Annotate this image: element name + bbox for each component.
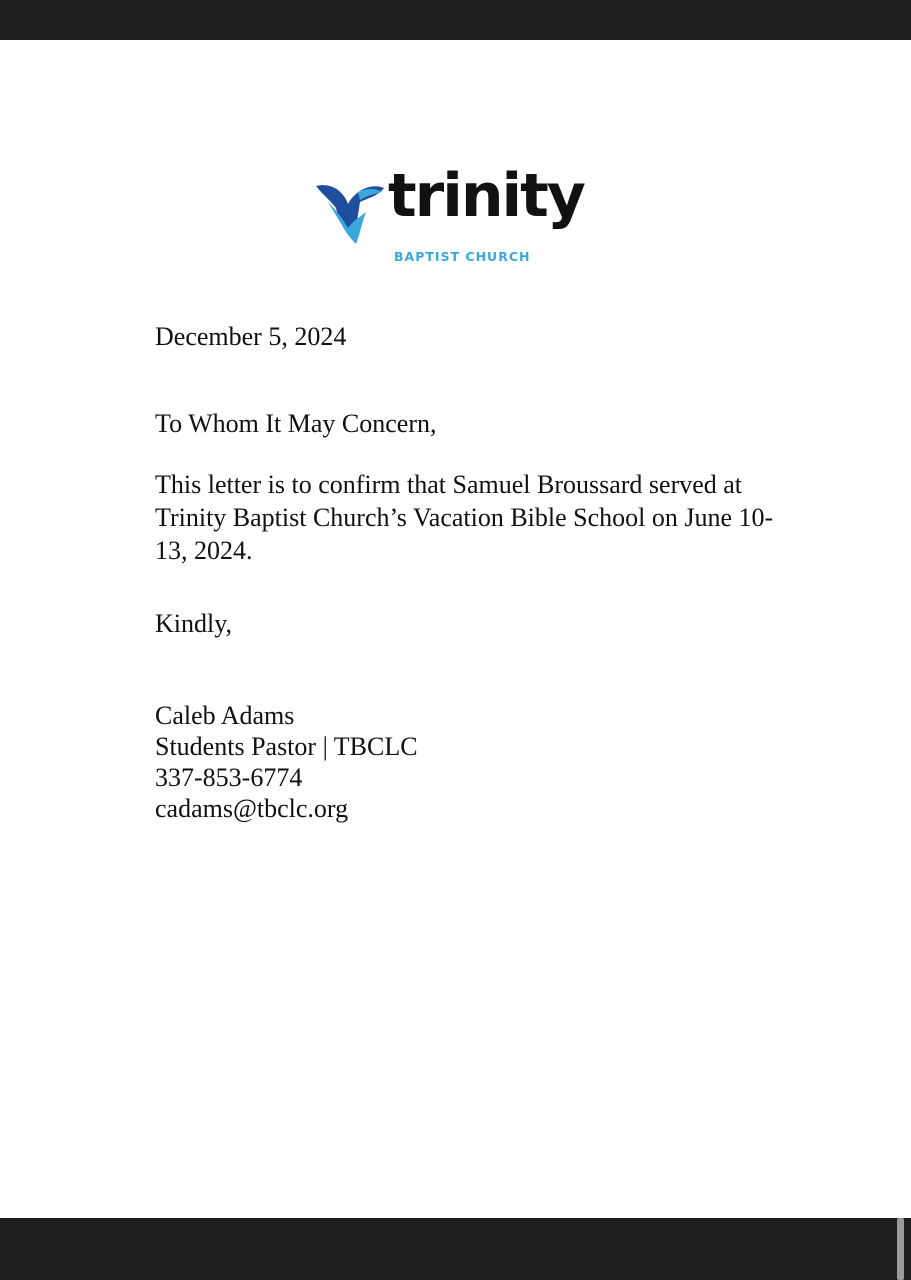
signature-phone: 337-853-6774 bbox=[155, 763, 303, 792]
signature-email: cadams@tbclc.org bbox=[155, 794, 349, 823]
letter-salutation: To Whom It May Concern, bbox=[155, 409, 437, 438]
logo-subtitle: BAPTIST CHURCH bbox=[394, 249, 531, 264]
signature-name: Caleb Adams bbox=[155, 701, 295, 730]
letter-date: December 5, 2024 bbox=[155, 322, 347, 351]
letter-closing: Kindly, bbox=[155, 609, 233, 638]
trinity-logo-icon bbox=[314, 182, 386, 248]
signature-title: Students Pastor | TBCLC bbox=[155, 732, 418, 761]
scrollbar-thumb[interactable] bbox=[897, 1218, 904, 1280]
letter-body: This letter is to confirm that Samuel Broussard served at Trinity Baptist Church’s Vacation Bible School on June 10-13, 2024. bbox=[155, 470, 774, 565]
bottom-toolbar bbox=[0, 1218, 911, 1280]
church-logo bbox=[314, 161, 584, 270]
signature-block bbox=[155, 700, 418, 824]
logo-wordmark: trinity bbox=[388, 161, 584, 231]
top-toolbar bbox=[0, 0, 911, 40]
